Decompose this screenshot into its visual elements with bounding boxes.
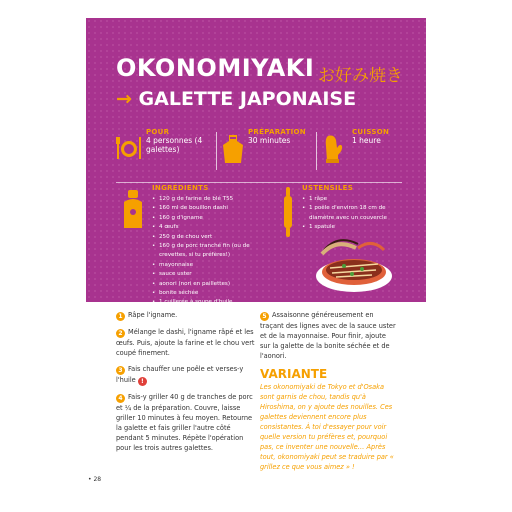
cooking-value: 1 heure bbox=[352, 136, 381, 145]
step-text: Assaisonne généreusement en traçant des lignes avec de la sauce uster et de la mayonnaise. Pour finir, ajoute sur la galette de la bonite séchée et de l'aonori. bbox=[260, 311, 396, 360]
page-number: • 28 bbox=[88, 476, 102, 483]
step-1 bbox=[116, 310, 256, 321]
rolling-pin-icon bbox=[276, 186, 300, 238]
step-4 bbox=[116, 392, 256, 453]
ingredient-item: • 120 g de farine de blé T55 bbox=[152, 195, 272, 204]
ingredients-label: INGRÉDIENTS bbox=[152, 184, 209, 192]
utensil-item: • 1 poêle d'environ 18 cm de diamètre avec un couvercle bbox=[302, 204, 412, 223]
utensils-label: USTENSILES bbox=[302, 184, 354, 192]
step-number: 3 bbox=[116, 366, 125, 375]
recipe-subtitle bbox=[116, 88, 356, 110]
utensils-section bbox=[302, 184, 412, 233]
preparation-label: PRÉPARATION bbox=[248, 128, 306, 136]
step-number: 5 bbox=[260, 312, 269, 321]
ingredient-item: • 1 cuillerée à soupe d'huile bbox=[152, 298, 272, 307]
oven-mitt-icon bbox=[322, 134, 344, 164]
divider bbox=[216, 132, 217, 170]
variante-title: VARIANTE bbox=[260, 367, 328, 381]
ingredients-jar-icon bbox=[122, 188, 146, 232]
ingredient-item: • 160 g de porc tranché fin (ou de crevettes, si tu préfères!) bbox=[152, 242, 272, 261]
ingredient-item: • mayonnaise bbox=[152, 261, 272, 270]
servings-value: 4 personnes (4 galettes) bbox=[146, 136, 203, 154]
ingredients-list bbox=[152, 195, 272, 308]
step-text: Fais chauffer une poêle et verses-y l'huile bbox=[116, 365, 244, 384]
step-text: Fais-y griller 40 g de tranches de porc et ¼ de la préparation. Couvre, laisse griller 10 minutes à feu moyen. Retourne la galette et fais griller l'autre côté pendant 5 minutes. Répète l'opération pour les trois autres galettes. bbox=[116, 393, 253, 452]
step-2 bbox=[116, 327, 256, 358]
preparation-value: 30 minutes bbox=[248, 136, 291, 145]
step-text: Mélange le dashi, l'igname râpé et les œufs. Puis, ajoute la farine et le chou vert coupé finement. bbox=[116, 328, 255, 357]
recipe-title: OKONOMIYAKI bbox=[116, 54, 315, 82]
subtitle-text: GALETTE JAPONAISE bbox=[138, 88, 357, 110]
divider bbox=[316, 132, 317, 170]
info-preparation bbox=[248, 128, 318, 174]
recipe-header-panel bbox=[86, 18, 426, 306]
utensils-list bbox=[302, 195, 412, 233]
caution-icon: ! bbox=[138, 377, 147, 386]
step-number: 2 bbox=[116, 329, 125, 338]
info-servings bbox=[146, 128, 216, 174]
utensil-item: • 1 râpe bbox=[302, 195, 412, 204]
ingredient-item: • aonori (nori en paillettes) bbox=[152, 280, 272, 289]
steps-right-column bbox=[260, 310, 396, 472]
ingredient-item: • 160 ml de bouillon dashi bbox=[152, 204, 272, 213]
step-3 bbox=[116, 364, 256, 386]
utensil-item: • 1 spatule bbox=[302, 223, 412, 232]
info-bar bbox=[116, 128, 402, 174]
arrow-icon: → bbox=[116, 88, 132, 110]
cooking-label: CUISSON bbox=[352, 128, 390, 136]
servings-label: POUR bbox=[146, 128, 170, 136]
recipe-page bbox=[86, 18, 426, 494]
ingredient-item: • sauce uster bbox=[152, 270, 272, 279]
step-number: 4 bbox=[116, 394, 125, 403]
steps-left-column bbox=[116, 310, 256, 459]
apron-icon bbox=[222, 134, 244, 164]
variante-text: Les okonomiyaki de Tokyo et d'Osaka sont garnis de chou, tandis qu'à Hiroshima, on y ajoute des nouilles. Ces galettes deviennent encore plus consistantes. À toi d'essayer pour voir quelle version tu préfères et, pourquoi pas, ce inventer une nouvelle… Après tout, okonomiyaki peut se traduire par « grillez ce que vous aimez » ! bbox=[260, 383, 394, 471]
ingredients-section bbox=[152, 184, 272, 308]
info-cooking bbox=[352, 128, 412, 174]
ingredient-item: • 4 œufs bbox=[152, 223, 272, 232]
ingredient-item: • 160 g d'igname bbox=[152, 214, 272, 223]
recipe-title-japanese: お好み焼き bbox=[318, 66, 403, 86]
okonomiyaki-illustration bbox=[314, 228, 394, 298]
ingredient-item: • 250 g de chou vert bbox=[152, 233, 272, 242]
section-divider bbox=[116, 182, 402, 183]
plate-cutlery-icon bbox=[116, 134, 142, 164]
step-5 bbox=[260, 310, 396, 361]
ingredient-item: • bonite séchée bbox=[152, 289, 272, 298]
step-number: 1 bbox=[116, 312, 125, 321]
step-text: Râpe l'igname. bbox=[128, 311, 178, 319]
